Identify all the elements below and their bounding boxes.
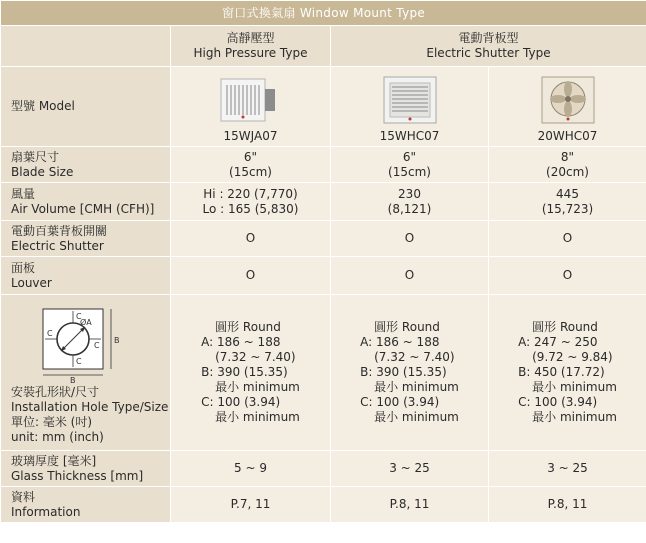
row-label-install [1,295,171,451]
unit-zh: 單位: 毫米 (吋) [11,414,93,429]
model-number: 20WHC07 [537,129,598,143]
value-line: A: 186 ~ 188 [201,335,281,349]
label-en: Information [11,504,81,519]
diagram-label-c: C [76,356,82,366]
value-line: (8,121) [387,201,432,216]
value-line: (15,723) [541,201,594,216]
value-line: 最小 minimum [532,380,617,394]
label-zh: 風量 [11,186,36,201]
diagram-label-c: C [47,328,53,338]
value-line: A: 186 ~ 188 [360,335,440,349]
blade-cell [171,147,331,183]
unit-en: unit: mm (inch) [11,429,104,444]
value-line: (15cm) [388,164,431,179]
diagram-label-b: B [114,335,120,345]
value-line: 最小 minimum [215,380,300,394]
air-cell [331,183,489,221]
shutter-cell: O [331,221,489,257]
blade-cell [489,147,646,183]
value-line: 圓形 Round [215,320,281,334]
group-zh: 高靜壓型 [226,31,275,45]
label-en: Louver [11,275,52,290]
installation-hole-diagram [33,303,129,383]
value-line: (7.32 ~ 7.40) [215,350,296,364]
diagram-label-c: C [94,340,100,350]
value-line: 6" [243,149,258,164]
model-number: 15WJA07 [223,129,278,143]
table-title: 窗口式換氣扇 Window Mount Type [1,1,646,26]
install-cell [171,295,331,451]
value-line: B: 390 (15.35) [201,365,288,379]
diagram-label-b: B [70,375,76,383]
row-label-glass [1,451,171,487]
value-line: 圓形 Round [374,320,440,334]
value-line: 230 [398,186,421,201]
label-zh: 扇葉尺寸 [11,149,60,164]
glass-cell: 3 ~ 25 [331,451,489,487]
info-cell: P.8, 11 [331,487,489,523]
louver-cell: O [171,257,331,295]
label-zh: 安裝孔形狀/尺寸 [11,384,100,399]
louver-cell: O [331,257,489,295]
blade-cell [331,147,489,183]
group-high-pressure [171,26,331,67]
install-cell [489,295,646,451]
fan-photo-20whc07 [538,75,598,125]
label-en: Air Volume [CMH (CFH)] [11,201,155,216]
info-cell: P.7, 11 [171,487,331,523]
value-line: 6" [402,149,417,164]
row-label-air [1,183,171,221]
air-cell [489,183,646,221]
value-line: (9.72 ~ 9.84) [532,350,613,364]
group-en: Electric Shutter Type [426,46,551,60]
label-en: Installation Hole Type/Size [11,399,169,414]
glass-cell: 5 ~ 9 [171,451,331,487]
diagram-label-c: C [76,311,82,321]
value-line: 最小 minimum [374,380,459,394]
value-line: (7.32 ~ 7.40) [374,350,455,364]
value-line: B: 450 (17.72) [518,365,605,379]
header-empty [1,26,171,67]
value-line: Lo : 165 (5,830) [202,201,299,216]
value-line: 圓形 Round [532,320,598,334]
group-electric-shutter [331,26,646,67]
group-zh: 電動背板型 [458,31,519,45]
value-line: Hi : 220 (7,770) [203,186,298,201]
value-line: 8" [560,149,575,164]
value-line: (15cm) [229,164,272,179]
model-number: 15WHC07 [379,129,440,143]
value-line: C: 100 (3.94) [360,395,440,409]
info-cell: P.8, 11 [489,487,646,523]
label-en: Glass Thickness [mm] [11,468,144,483]
model-cell [331,67,489,147]
value-line: B: 390 (15.35) [360,365,447,379]
label-zh: 電動百葉背板開關 [11,223,108,238]
value-line: A: 247 ~ 250 [518,335,598,349]
model-cell [489,67,646,147]
fan-photo-15whc07 [380,75,440,125]
louver-cell: O [489,257,646,295]
shutter-cell: O [171,221,331,257]
shutter-cell: O [489,221,646,257]
row-label-shutter [1,221,171,257]
value-line: 最小 minimum [374,410,459,424]
row-label-model: 型號 Model [1,67,171,147]
diagram-label-a: ØA [80,317,92,327]
row-label-info [1,487,171,523]
value-line: 445 [556,186,579,201]
row-label-louver [1,257,171,295]
value-line: (20cm) [546,164,589,179]
value-line: C: 100 (3.94) [201,395,281,409]
label-en: Blade Size [11,164,74,179]
group-en: High Pressure Type [193,46,308,60]
air-cell [171,183,331,221]
label-zh: 玻璃厚度 [毫米] [11,453,97,468]
fan-photo-15wja07 [219,75,283,125]
label-zh: 面板 [11,260,36,275]
glass-cell: 3 ~ 25 [489,451,646,487]
label-en: Electric Shutter [11,238,104,253]
install-cell [331,295,489,451]
label-zh: 資料 [11,489,36,504]
value-line: 最小 minimum [215,410,300,424]
row-label-blade [1,147,171,183]
value-line: C: 100 (3.94) [518,395,598,409]
model-cell [171,67,331,147]
value-line: 最小 minimum [532,410,617,424]
